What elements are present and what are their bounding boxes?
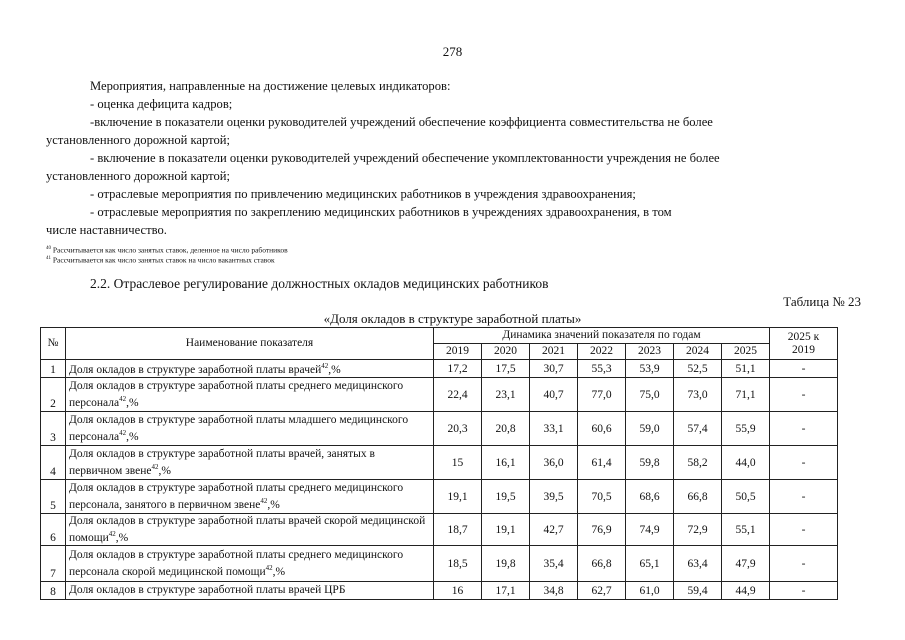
ratio-cell: - — [770, 378, 838, 412]
header-year: 2021 — [530, 344, 578, 360]
footnote — [46, 254, 275, 265]
intro-line: - отраслевые мероприятия по привлечению медицинских работников в учреждения здравоохранения; — [90, 187, 636, 201]
table-row — [41, 546, 838, 582]
value-cell: 53,9 — [626, 360, 674, 378]
table-body — [41, 360, 838, 600]
header-indicator-name: Наименование показателя — [66, 328, 434, 360]
indicator-unit: ,% — [126, 396, 139, 409]
value-cell: 19,5 — [482, 480, 530, 514]
row-number: 7 — [41, 546, 66, 582]
row-number: 2 — [41, 378, 66, 412]
footnote-ref: 42 — [108, 529, 116, 538]
section-heading: 2.2. Отраслевое регулирование должностных окладов медицинских работников — [90, 276, 549, 291]
table-row — [41, 378, 838, 412]
header-year: 2020 — [482, 344, 530, 360]
row-number: 5 — [41, 480, 66, 514]
row-number: 3 — [41, 412, 66, 446]
value-cell: 60,6 — [578, 412, 626, 446]
page-number: 278 — [442, 44, 463, 59]
indicator-name-cell — [66, 514, 434, 546]
header-ratio-line1: 2025 к — [787, 330, 820, 343]
indicator-name: Доля окладов в структуре заработной платы младшего медицинского персонала — [69, 413, 409, 443]
value-cell: 77,0 — [578, 378, 626, 412]
footnote-ref: 42 — [260, 496, 268, 505]
value-cell: 35,4 — [530, 546, 578, 582]
indicator-name: Доля окладов в структуре заработной платы среднего медицинского персонала, занятого в первичном звене — [69, 481, 404, 511]
indicator-name: Доля окладов в структуре заработной платы врачей ЦРБ — [69, 584, 346, 596]
indicator-unit: ,% — [328, 363, 341, 376]
header-dynamics: Динамика значений показателя по годам — [434, 328, 770, 344]
value-cell: 19,1 — [482, 514, 530, 546]
value-cell: 18,7 — [434, 514, 482, 546]
ratio-cell: - — [770, 446, 838, 480]
value-cell: 57,4 — [674, 412, 722, 446]
footnote-ref: 42 — [321, 362, 329, 371]
ratio-cell: - — [770, 514, 838, 546]
value-cell: 58,2 — [674, 446, 722, 480]
indicator-unit: ,% — [267, 498, 280, 511]
value-cell: 33,1 — [530, 412, 578, 446]
value-cell: 19,1 — [434, 480, 482, 514]
value-cell: 15 — [434, 446, 482, 480]
value-cell: 17,2 — [434, 360, 482, 378]
value-cell: 19,8 — [482, 546, 530, 582]
value-cell: 55,1 — [722, 514, 770, 546]
indicator-name: Доля окладов в структуре заработной платы врачей — [69, 363, 322, 376]
value-cell: 18,5 — [434, 546, 482, 582]
value-cell: 36,0 — [530, 446, 578, 480]
value-cell: 20,3 — [434, 412, 482, 446]
value-cell: 34,8 — [530, 582, 578, 600]
value-cell: 66,8 — [674, 480, 722, 514]
indicator-name: Доля окладов в структуре заработной платы врачей, занятых в первичном звене — [69, 447, 375, 477]
value-cell: 40,7 — [530, 378, 578, 412]
indicator-name-cell — [66, 446, 434, 480]
footnote-mark: 41 — [46, 256, 51, 261]
value-cell: 66,8 — [578, 546, 626, 582]
row-number: 6 — [41, 514, 66, 546]
footnote-text: Рассчитывается как число занятых ставок, деленное на число работников — [52, 245, 288, 255]
value-cell: 23,1 — [482, 378, 530, 412]
indicator-table — [40, 327, 838, 600]
table-row — [41, 480, 838, 514]
value-cell: 44,9 — [722, 582, 770, 600]
intro-line: - включение в показатели оценки руководителей учреждений обеспечение укомплектованности учреждения не более — [90, 151, 720, 165]
table-row — [41, 360, 838, 378]
table-row — [41, 514, 838, 546]
header-year: 2025 — [722, 344, 770, 360]
indicator-name: Доля окладов в структуре заработной платы среднего медицинского персонала скорой медицинской помощи — [69, 548, 404, 578]
value-cell: 72,9 — [674, 514, 722, 546]
value-cell: 73,0 — [674, 378, 722, 412]
indicator-unit: ,% — [115, 531, 129, 544]
value-cell: 16 — [434, 582, 482, 600]
value-cell: 61,4 — [578, 446, 626, 480]
value-cell: 42,7 — [530, 514, 578, 546]
footnote-ref: 42 — [265, 563, 273, 572]
header-ratio — [770, 328, 838, 360]
value-cell: 47,9 — [722, 546, 770, 582]
value-cell: 70,5 — [578, 480, 626, 514]
value-cell: 16,1 — [482, 446, 530, 480]
value-cell: 61,0 — [626, 582, 674, 600]
value-cell: 68,6 — [626, 480, 674, 514]
indicator-name-cell — [66, 360, 434, 378]
value-cell: 55,3 — [578, 360, 626, 378]
value-cell: 59,4 — [674, 582, 722, 600]
intro-line: - отраслевые мероприятия по закреплению медицинских работников в учреждениях здравоохранения, в том — [90, 205, 672, 219]
indicator-name: Доля окладов в структуре заработной платы врачей скорой медицинской помощи — [69, 514, 426, 544]
header-ratio-line2: 2019 — [792, 343, 816, 356]
header-year: 2019 — [434, 344, 482, 360]
value-cell: 74,9 — [626, 514, 674, 546]
ratio-cell: - — [770, 582, 838, 600]
ratio-cell: - — [770, 480, 838, 514]
table-row — [41, 582, 838, 600]
value-cell: 20,8 — [482, 412, 530, 446]
value-cell: 65,1 — [626, 546, 674, 582]
row-number: 1 — [41, 360, 66, 378]
value-cell: 22,4 — [434, 378, 482, 412]
intro-line: - оценка дефицита кадров; — [90, 97, 233, 111]
ratio-cell: - — [770, 360, 838, 378]
value-cell: 44,0 — [722, 446, 770, 480]
indicator-name-cell — [66, 480, 434, 514]
value-cell: 55,9 — [722, 412, 770, 446]
value-cell: 50,5 — [722, 480, 770, 514]
intro-line: Мероприятия, направленные на достижение целевых индикаторов: — [90, 79, 451, 93]
ratio-cell: - — [770, 546, 838, 582]
footnote-ref: 42 — [119, 428, 127, 437]
value-cell: 62,7 — [578, 582, 626, 600]
intro-line: установленного дорожной картой; — [46, 133, 231, 147]
value-cell: 17,5 — [482, 360, 530, 378]
footnote-mark: 40 — [46, 246, 51, 251]
value-cell: 59,0 — [626, 412, 674, 446]
value-cell: 59,8 — [626, 446, 674, 480]
table-row — [41, 412, 838, 446]
row-number: 8 — [41, 582, 66, 600]
footnote — [46, 244, 288, 255]
intro-line: -включение в показатели оценки руководителей учреждений обеспечение коэффициента совместительства не более — [90, 115, 713, 129]
ratio-cell: - — [770, 412, 838, 446]
indicator-unit: ,% — [158, 464, 171, 477]
value-cell: 75,0 — [626, 378, 674, 412]
indicator-name-cell — [66, 546, 434, 582]
value-cell: 52,5 — [674, 360, 722, 378]
header-number: № — [41, 328, 66, 360]
value-cell: 17,1 — [482, 582, 530, 600]
table-label: Таблица № 23 — [783, 294, 861, 309]
indicator-unit: ,% — [272, 565, 286, 578]
indicator-name-cell — [66, 582, 434, 600]
intro-line: числе наставничество. — [46, 223, 167, 237]
footnote-ref: 42 — [151, 462, 159, 471]
indicator-name: Доля окладов в структуре заработной платы среднего медицинского персонала — [69, 379, 404, 409]
indicator-name-cell — [66, 378, 434, 412]
header-year: 2022 — [578, 344, 626, 360]
footnote-ref: 42 — [119, 394, 127, 403]
value-cell: 76,9 — [578, 514, 626, 546]
value-cell: 30,7 — [530, 360, 578, 378]
indicator-unit: ,% — [126, 430, 139, 443]
indicator-name-cell — [66, 412, 434, 446]
header-year: 2023 — [626, 344, 674, 360]
table-title: «Доля окладов в структуре заработной платы» — [323, 311, 582, 326]
value-cell: 51,1 — [722, 360, 770, 378]
value-cell: 63,4 — [674, 546, 722, 582]
intro-line: установленного дорожной картой; — [46, 169, 231, 183]
header-year: 2024 — [674, 344, 722, 360]
row-number: 4 — [41, 446, 66, 480]
value-cell: 39,5 — [530, 480, 578, 514]
value-cell: 71,1 — [722, 378, 770, 412]
table-row — [41, 446, 838, 480]
footnote-text: Рассчитывается как число занятых ставок на число вакантных ставок — [52, 255, 275, 265]
